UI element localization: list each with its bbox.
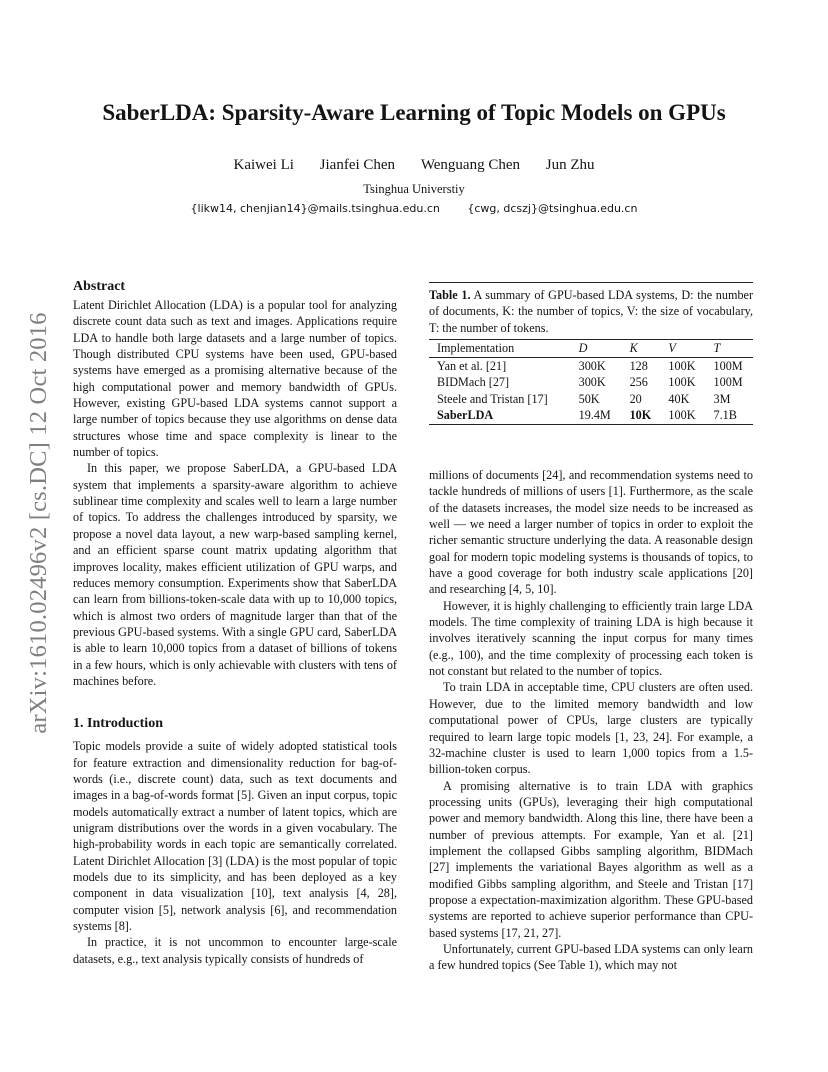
author: Wenguang Chen	[420, 157, 520, 173]
body-paragraph: However, it is highly challenging to efficiently train large LDA models. The time complexity of training LDA is high because it involves iteratively scanning the input corpus for many times (e.g., 100), and the time complexity of processing each token is not constant but related to the number of topics.	[429, 598, 753, 679]
table-cell: 300K	[578, 375, 606, 390]
arxiv-id-text: arXiv:1610.02496v2 [cs.DC] 12 Oct 2016	[25, 311, 52, 734]
table-cell: 100K	[668, 375, 696, 390]
table-cell: 3M	[713, 391, 731, 406]
author: Jun Zhu	[545, 157, 595, 173]
table-cell: 20	[629, 391, 642, 406]
body-paragraph: To train LDA in acceptable time, CPU clusters are often used. However, due to the limited memory bandwidth and low computational power of CPUs, large clusters are typically required to learn large topic models [1, 23, 24]. For example, a 32-machine cluster is used to learn 1,000 topics from a 1.5-billion-token corpus.	[429, 680, 753, 777]
body-paragraph: Topic models provide a suite of widely adopted statistical tools for feature extraction and dimensionality reduction for bag-of-words (i.e., discrete count) data, such as text documents and images in a bag-of-words format [5]. Given an input corpus, topic models automatically extract a number of latent topics, which are unigram distributions over the words in a given vocabulary. The high-probability words in each topic are semantically correlated. Latent Dirichlet Allocation [3] (LDA) is the most popular of topic models due to its simplicity, and has been deployed as a key component in data visualization [10], text analysis [4, 28], computer vision [5], network analysis [6], and recommendation systems [8].	[73, 739, 397, 934]
abstract-heading: Abstract	[73, 279, 126, 294]
table-row	[429, 357, 753, 374]
table-cell: SaberLDA	[429, 407, 571, 424]
author-list	[60, 157, 768, 174]
arxiv-identifier	[22, 285, 56, 760]
table-header: K	[622, 340, 661, 358]
table-row	[429, 374, 753, 391]
table-header-row	[429, 340, 753, 358]
table-header: Implementation	[429, 340, 571, 358]
email: {cwg, dcszj}@tsinghua.edu.cn	[467, 202, 638, 215]
table-cell: 19.4M	[571, 407, 622, 424]
table-cell: 40K	[668, 391, 690, 406]
author: Kaiwei Li	[233, 157, 294, 173]
table-cell: 100M	[713, 375, 743, 390]
right-column	[429, 282, 753, 974]
table-header: T	[706, 340, 753, 358]
table-top-rule	[429, 282, 753, 283]
table-cell: 300K	[578, 358, 606, 373]
gpu-lda-summary-table	[429, 339, 753, 425]
table-cell: BIDMach [27]	[437, 375, 510, 390]
paper-title: SaberLDA: Sparsity-Aware Learning of Topic Models on GPUs	[102, 100, 726, 125]
body-paragraph: In practice, it is not uncommon to encounter large-scale datasets, e.g., text analysis typically consists of hundreds of	[73, 935, 397, 966]
abstract-paragraph: In this paper, we propose SaberLDA, a GPU-based LDA system that implements a sparsity-aware algorithm to achieve sublinear time complexity and scales well to learn a large number of topics. To address the challenges introduced by sparsity, we propose a novel data layout, a new warp-based sampling kernel, and an efficient sparse count matrix updating algorithm that improves locality, makes efficient utilization of GPU warps, and reduces memory consumption. Experiments show that SaberLDA can learn from billions-token-scale data with up to 10,000 topics, which is almost two orders of magnitude larger than that of the previous GPU-based systems. With a single GPU card, SaberLDA is able to learn 10,000 topics from a dataset of billions of tokens in a few hours, which is only achievable with clusters with tens of machines before.	[73, 461, 397, 688]
table-cell: 50K	[578, 391, 600, 406]
body-paragraph: A promising alternative is to train LDA with graphics processing units (GPUs), leveraging their high computational power and memory bandwidth. Along this line, there have been a number of previous attempts. For example, Yan et al. [21] implement the collapsed Gibbs sampling algorithm, BIDMach [27] implements the variational Bayes algorithm as well as a modified Gibbs sampling algorithm, and Steele and Tristan [17] propose a expectation-maximization algorithm. These GPU-based systems are reported to achieve superior performance than CPU-based systems [17, 21, 27].	[429, 778, 753, 940]
table-cell: 7.1B	[706, 407, 753, 424]
table-cell: 100K	[668, 358, 696, 373]
section-heading-introduction: 1. Introduction	[73, 716, 163, 732]
table-header: D	[571, 340, 622, 358]
body-paragraph: Unfortunately, current GPU-based LDA systems can only learn a few hundred topics (See Table 1), which may not	[429, 941, 753, 973]
table-cell: 10K	[622, 407, 661, 424]
email: {likw14, chenjian14}@mails.tsinghua.edu.cn	[190, 202, 440, 215]
table-row	[429, 391, 753, 408]
left-column	[73, 278, 397, 967]
table-caption-text: A summary of GPU-based LDA systems, D: the number of documents, K: the number of topics, V: the size of vocabulary, T: the number of tokens.	[429, 288, 754, 335]
body-paragraph: millions of documents [24], and recommendation systems need to tackle hundreds of millions of users [1]. Furthermore, as the scale of the datasets increases, the model size needs to be increased as well — we need a larger number of topics in order to exploit the richer semantic structure underlying the data. A reasonable design goal for modern topic modeling systems is thousands of topics, to have a good coverage for both industry scale applications [20] and researching [4, 5, 10].	[429, 468, 753, 597]
table-cell: 256	[629, 375, 648, 390]
affiliation: Tsinghua Universtiy	[363, 182, 465, 196]
abstract-paragraph: Latent Dirichlet Allocation (LDA) is a popular tool for analyzing discrete count data such as text and images. Applications require LDA to handle both large datasets and a large number of topics. Though distributed CPU systems have been used, GPU-based systems have emerged as a promising alternative because of the high computational power and memory bandwidth of GPUs. However, existing GPU-based LDA systems cannot support a large number of topics because they use algorithms on dense data structures whose time and space complexity is linear to the number of topics.	[73, 298, 397, 460]
table-cell: 100K	[660, 407, 705, 424]
table-cell: 128	[629, 358, 648, 373]
table-cell: Yan et al. [21]	[437, 358, 507, 373]
email-list	[60, 202, 768, 215]
table-row-saberlda	[429, 407, 753, 424]
author: Jianfei Chen	[319, 157, 396, 173]
table-caption-label: Table 1.	[429, 288, 471, 302]
table-cell: 100M	[713, 358, 743, 373]
table-cell: Steele and Tristan [17]	[437, 391, 548, 406]
table-header: V	[660, 340, 705, 358]
table-caption	[429, 287, 753, 336]
